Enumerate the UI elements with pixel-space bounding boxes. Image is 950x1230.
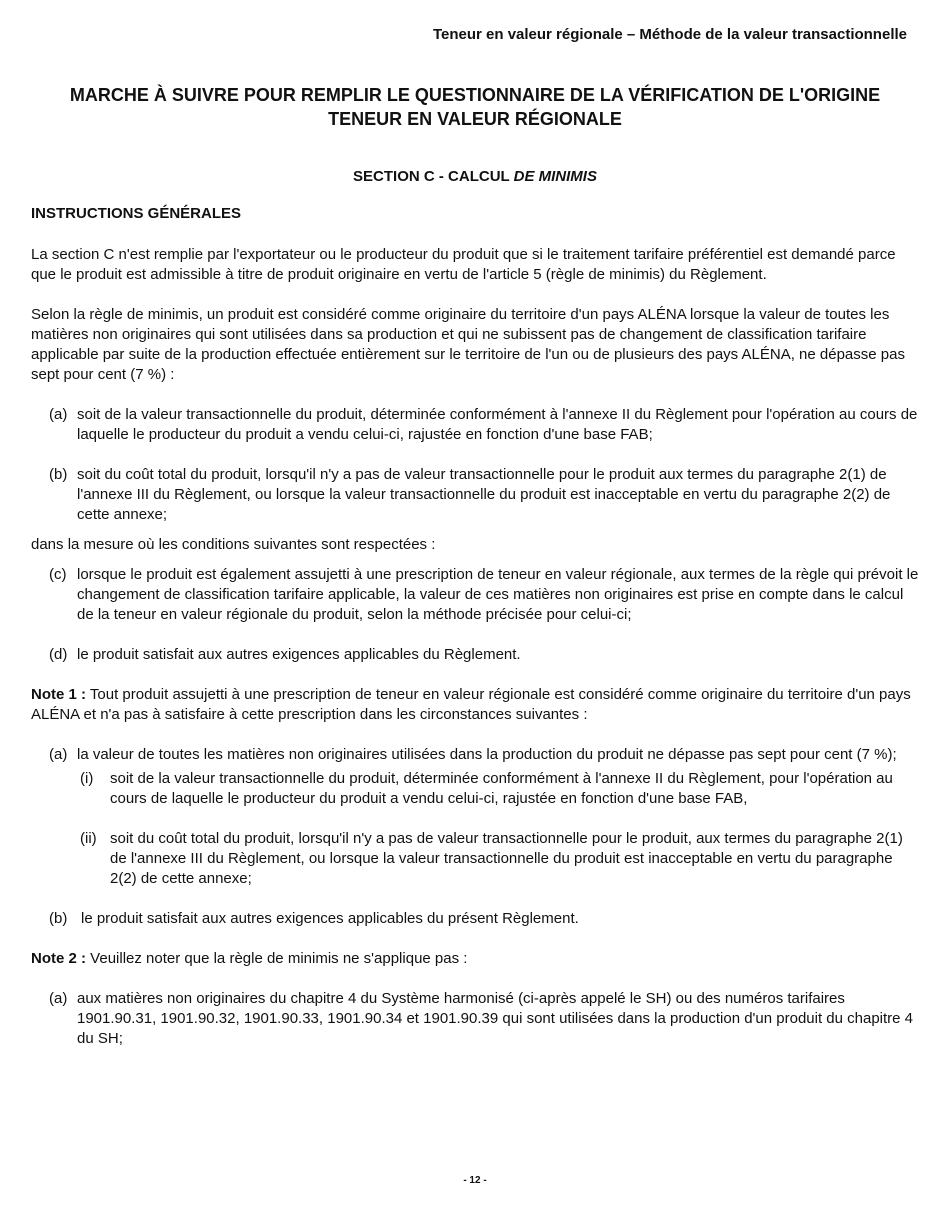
list-item-text: le produit satisfait aux autres exigences applicables du Règlement. — [77, 646, 521, 663]
list-item-text: aux matières non originaires du chapitre 4 du Système harmonisé (ci-après appelé le SH) ou des numéros tarifaires 1901.90.31, 1901.90.32, 1901.90.33, 1901.90.34 et 1901.90.39 qui sont utilisées dans la production d'un produit du chapitre 4 du SH; — [77, 990, 914, 1047]
list-item-b — [31, 465, 923, 525]
note-1-label: Note 1 : — [31, 686, 87, 703]
page-number: - 12 - — [463, 1175, 487, 1186]
list-item-label: (b) — [49, 910, 68, 927]
paragraph-de-minimis-rule: Selon la règle de minimis, un produit est considéré comme originaire du territoire d'un pays ALÉNA lorsque la valeur de toutes les matières non originaires qui sont utilisées dans sa production et qui ne subissent pas de changement de classification tarifaire applicable par suite de la production effectuée entièrement sur le territoire de l'un ou de plusieurs des pays ALÉNA, ne dépasse pas sept pour cent (7 %) : — [31, 306, 905, 383]
list-item-text: la valeur de toutes les matières non originaires utilisées dans la production du produit ne dépasse pas sept pour cent (7 %); — [77, 746, 897, 763]
document-title-line-1: MARCHE À SUIVRE POUR REMPLIR LE QUESTIONNAIRE DE LA VÉRIFICATION DE L'ORIGINE — [69, 85, 881, 105]
note-1-item-a — [31, 745, 923, 765]
list-item-label: (b) — [49, 466, 68, 483]
list-item-text: le produit satisfait aux autres exigences applicables du présent Règlement. — [81, 910, 579, 927]
section-title-prefix: SECTION C - CALCUL — [353, 168, 514, 185]
note-1-subitem-i — [31, 769, 923, 809]
list-item-text: lorsque le produit est également assujetti à une prescription de teneur en valeur régionale, aux termes de la règle qui prévoit le changement de classification tarifaire applicable, la valeur de ces matières non originaires est prise en compte dans le calcul de la teneur en valeur régionale du produit, selon la méthode précisée pour celui-ci; — [77, 566, 919, 623]
conditions-intro: dans la mesure où les conditions suivantes sont respectées : — [31, 536, 436, 553]
section-title-emphasis: DE MINIMIS — [513, 168, 597, 185]
document-title — [0, 83, 950, 131]
note-1 — [31, 685, 923, 725]
subitem-label: (i) — [80, 770, 94, 787]
note-1-subitem-ii — [31, 829, 923, 889]
subitem-text: soit du coût total du produit, lorsqu'il n'y a pas de valeur transactionnelle pour le produit, aux termes du paragraphe 2(1) de l'annexe III du Règlement, ou lorsque la valeur transactionnelle du produit est inacceptable en vertu du paragraphe 2(2) de cette annexe; — [110, 830, 903, 887]
subitem-label: (ii) — [80, 830, 97, 847]
subitem-text: soit de la valeur transactionnelle du produit, déterminée conformément à l'annexe II du Règlement, pour l'opération au cours de laquelle le producteur du produit a vendu celui-ci, rajustée en fonction d'une base FAB, — [110, 770, 893, 807]
list-item-label: (c) — [49, 566, 67, 583]
document-title-line-2: TENEUR EN VALEUR RÉGIONALE — [328, 109, 622, 129]
list-item-d — [31, 645, 923, 665]
document-body — [31, 204, 923, 1069]
list-item-label: (a) — [49, 990, 68, 1007]
running-header: Teneur en valeur régionale – Méthode de la valeur transactionnelle — [432, 26, 907, 43]
list-item-text: soit du coût total du produit, lorsqu'il n'y a pas de valeur transactionnelle pour le produit aux termes du paragraphe 2(1) de l'annexe III du Règlement, ou lorsque la valeur transactionnelle du produit est inacceptable en vertu du paragraphe 2(2) de cette annexe; — [77, 466, 891, 523]
list-item-text: soit de la valeur transactionnelle du produit, déterminée conformément à l'annexe II du Règlement pour l'opération au cours de laquelle le producteur du produit a vendu celui-ci, rajustée en fonction d'une base FAB; — [77, 406, 918, 443]
note-2 — [31, 949, 923, 969]
list-item-a — [31, 405, 923, 445]
note-1-item-b — [31, 909, 923, 929]
list-item-label: (a) — [49, 406, 68, 423]
list-item-label: (a) — [49, 746, 68, 763]
section-title — [0, 168, 950, 185]
note-1-text: Tout produit assujetti à une prescription de teneur en valeur régionale est considéré comme originaire du territoire d'un pays ALÉNA et n'a pas à satisfaire à cette prescription dans les circonstances suivantes : — [31, 686, 911, 723]
list-item-label: (d) — [49, 646, 68, 663]
note-2-text: Veuillez noter que la règle de minimis ne s'applique pas : — [86, 950, 468, 967]
instructions-heading: INSTRUCTIONS GÉNÉRALES — [31, 205, 242, 222]
list-item-c — [31, 565, 923, 625]
note-2-item-a — [31, 989, 923, 1049]
note-2-label: Note 2 : — [31, 950, 87, 967]
paragraph-intro: La section C n'est remplie par l'exportateur ou le producteur du produit que si le traitement tarifaire préférentiel est demandé parce que le produit est admissible à titre de produit originaire en vertu de l'article 5 (règle de minimis) du Règlement. — [31, 246, 896, 283]
